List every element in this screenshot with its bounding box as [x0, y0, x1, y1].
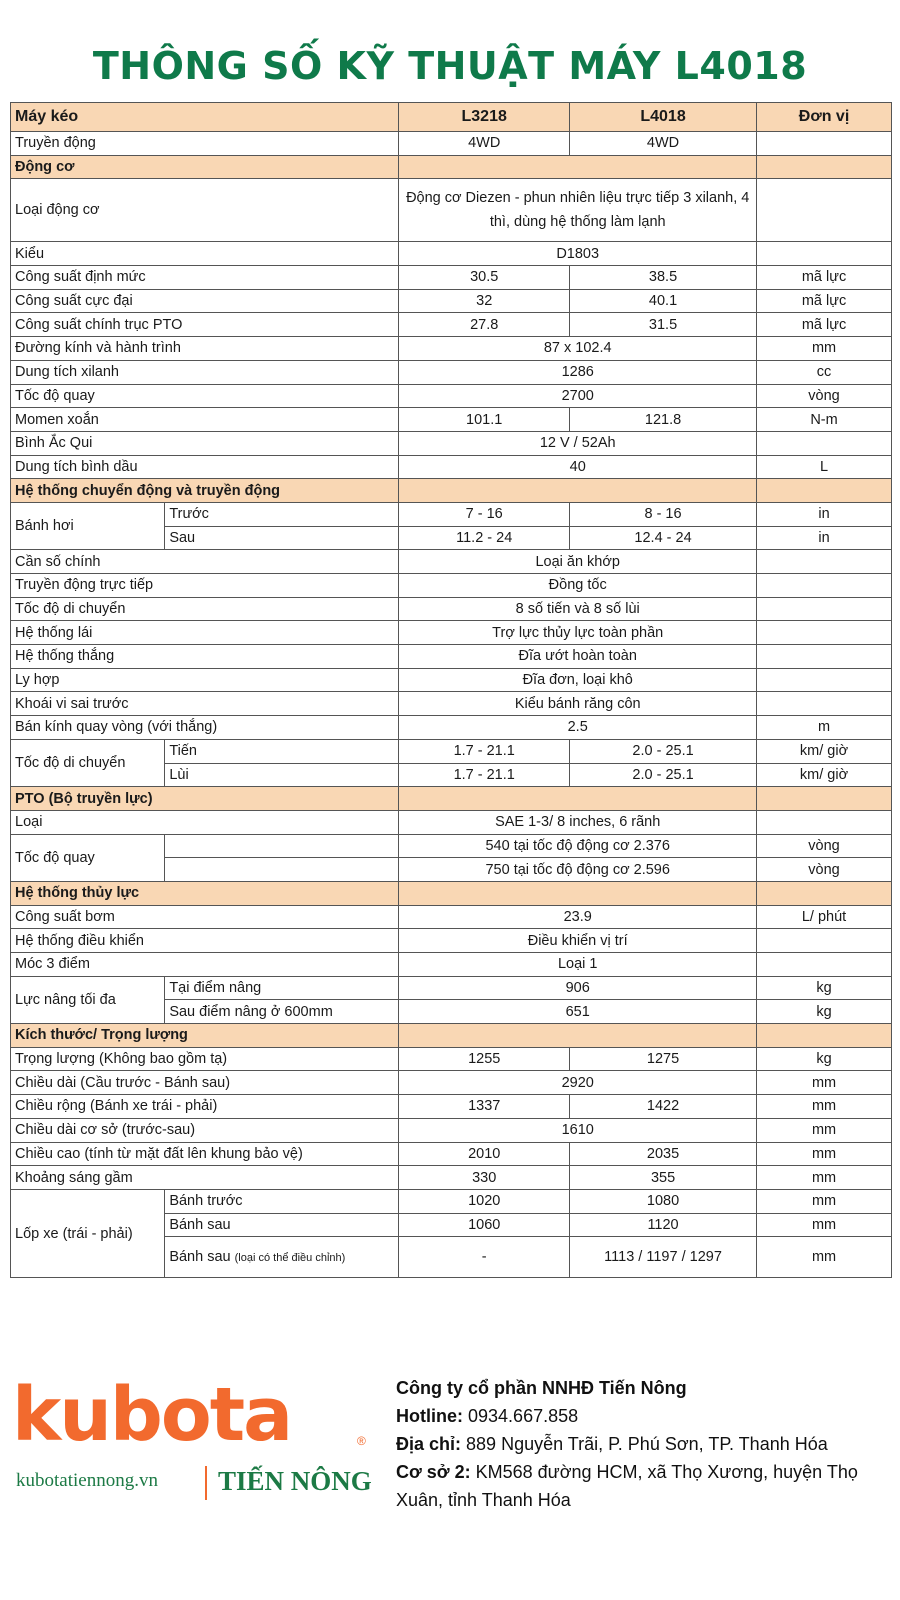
table-row: Công suất cực đại 32 40.1 mã lực — [11, 289, 892, 313]
table-row: Hệ thống thắng Đĩa ướt hoàn toàn — [11, 645, 892, 669]
table-row: Hệ thống điều khiển Điều khiển vị trí — [11, 929, 892, 953]
table-row: Chiều dài (Cầu trước - Bánh sau) 2920 mm — [11, 1071, 892, 1095]
company-name: Công ty cổ phần NNHĐ Tiến Nông — [396, 1378, 687, 1398]
section-row: Hệ thống thủy lực — [11, 881, 892, 905]
table-row: Tốc độ quay 540 tại tốc độ động cơ 2.376 vòng — [11, 834, 892, 858]
section-row: Hệ thống chuyển động và truyền động — [11, 479, 892, 503]
table-row: Dung tích bình dầu 40 L — [11, 455, 892, 479]
table-header-row — [11, 103, 892, 132]
table-row: Chiều dài cơ sở (trước-sau) 1610 mm — [11, 1118, 892, 1142]
table-row: Dung tích xilanh 1286 cc — [11, 360, 892, 384]
table-row: Sau 11.2 - 24 12.4 - 24 in — [11, 526, 892, 550]
table-row: Sau điểm nâng ở 600mm 651 kg — [11, 1000, 892, 1024]
table-row: Bánh hơi Trước 7 - 16 8 - 16 in — [11, 502, 892, 526]
table-row: Cần số chính Loại ăn khớp — [11, 550, 892, 574]
table-row: Đường kính và hành trình 87 x 102.4 mm — [11, 337, 892, 361]
table-row: Ly hợp Đĩa đơn, loại khô — [11, 668, 892, 692]
company-info — [396, 1374, 876, 1514]
section-row: Động cơ — [11, 155, 892, 179]
table-row: Bán kính quay vòng (với thắng) 2.5 m — [11, 716, 892, 740]
table-row: Móc 3 điểm Loại 1 — [11, 953, 892, 977]
address-line: Địa chỉ: 889 Nguyễn Trãi, P. Phú Sơn, TP. Thanh Hóa — [396, 1434, 828, 1454]
table-row: Truyền động trực tiếp Đồng tốc — [11, 574, 892, 598]
page-title: THÔNG SỐ KỸ THUẬT MÁY L4018 — [92, 44, 808, 88]
table-row: Loại động cơ Động cơ Diezen - phun nhiên liệu trực tiếp 3 xilanh, 4 thì, dùng hệ thống làm lạnh — [11, 179, 892, 242]
spec-table — [10, 102, 892, 1278]
table-row: Công suất chính trục PTO 27.8 31.5 mã lực — [11, 313, 892, 337]
table-row: Bánh sau 1060 1120 mm — [11, 1213, 892, 1237]
header-machine: Máy kéo — [11, 103, 399, 132]
table-row: Lực nâng tối đa Tại điểm nâng 906 kg — [11, 976, 892, 1000]
table-row: Hệ thống lái Trợ lực thủy lực toàn phần — [11, 621, 892, 645]
table-row: Kiểu D1803 — [11, 242, 892, 266]
header-unit: Đơn vị — [757, 103, 892, 132]
branch-line: Cơ sở 2: KM568 đường HCM, xã Thọ Xương, huyện Thọ Xuân, tỉnh Thanh Hóa — [396, 1462, 858, 1510]
table-row: Công suất định mức 30.5 38.5 mã lực — [11, 266, 892, 290]
kubota-logo — [12, 1372, 382, 1508]
hotline-line: Hotline: 0934.667.858 — [396, 1406, 579, 1426]
header-l3218: L3218 — [399, 103, 570, 132]
section-row: PTO (Bộ truyền lực) — [11, 787, 892, 811]
table-row: Truyền động 4WD 4WD — [11, 132, 892, 156]
logo-divider — [205, 1466, 207, 1500]
table-row: Tốc độ quay 2700 vòng — [11, 384, 892, 408]
table-row: Loại SAE 1-3/ 8 inches, 6 rãnh — [11, 810, 892, 834]
table-row: Khoái vi sai trước Kiểu bánh răng côn — [11, 692, 892, 716]
table-row: Chiều rộng (Bánh xe trái - phải) 1337 1422 mm — [11, 1095, 892, 1119]
kubota-wordmark: kubota — [12, 1372, 292, 1458]
table-row: Momen xoắn 101.1 121.8 N-m — [11, 408, 892, 432]
table-row: Bình Ắc Qui 12 V / 52Ah — [11, 431, 892, 455]
table-row: Tốc độ di chuyển Tiến 1.7 - 21.1 2.0 - 25.1 km/ giờ — [11, 739, 892, 763]
table-row: Bánh sau (loại có thể điều chỉnh) - 1113 / 1197 / 1297 mm — [11, 1237, 892, 1278]
table-row: Khoảng sáng gầm 330 355 mm — [11, 1166, 892, 1190]
table-row: Tốc độ di chuyển 8 số tiến và 8 số lùi — [11, 597, 892, 621]
table-row: Lùi 1.7 - 21.1 2.0 - 25.1 km/ giờ — [11, 763, 892, 787]
table-row: Chiều cao (tính từ mặt đất lên khung bảo vệ) 2010 2035 mm — [11, 1142, 892, 1166]
brand-name: TIẾN NÔNG — [218, 1466, 372, 1496]
website-text: kubotatiennong.vn — [16, 1470, 158, 1491]
registered-icon: ® — [357, 1434, 366, 1448]
header-l4018: L4018 — [570, 103, 757, 132]
table-row: Công suất bơm 23.9 L/ phút — [11, 905, 892, 929]
table-row: 750 tại tốc độ động cơ 2.596 vòng — [11, 858, 892, 882]
table-row: Lốp xe (trái - phải) Bánh trước 1020 1080 mm — [11, 1189, 892, 1213]
section-row: Kích thước/ Trọng lượng — [11, 1024, 892, 1048]
table-row: Trọng lượng (Không bao gồm tạ) 1255 1275 kg — [11, 1047, 892, 1071]
